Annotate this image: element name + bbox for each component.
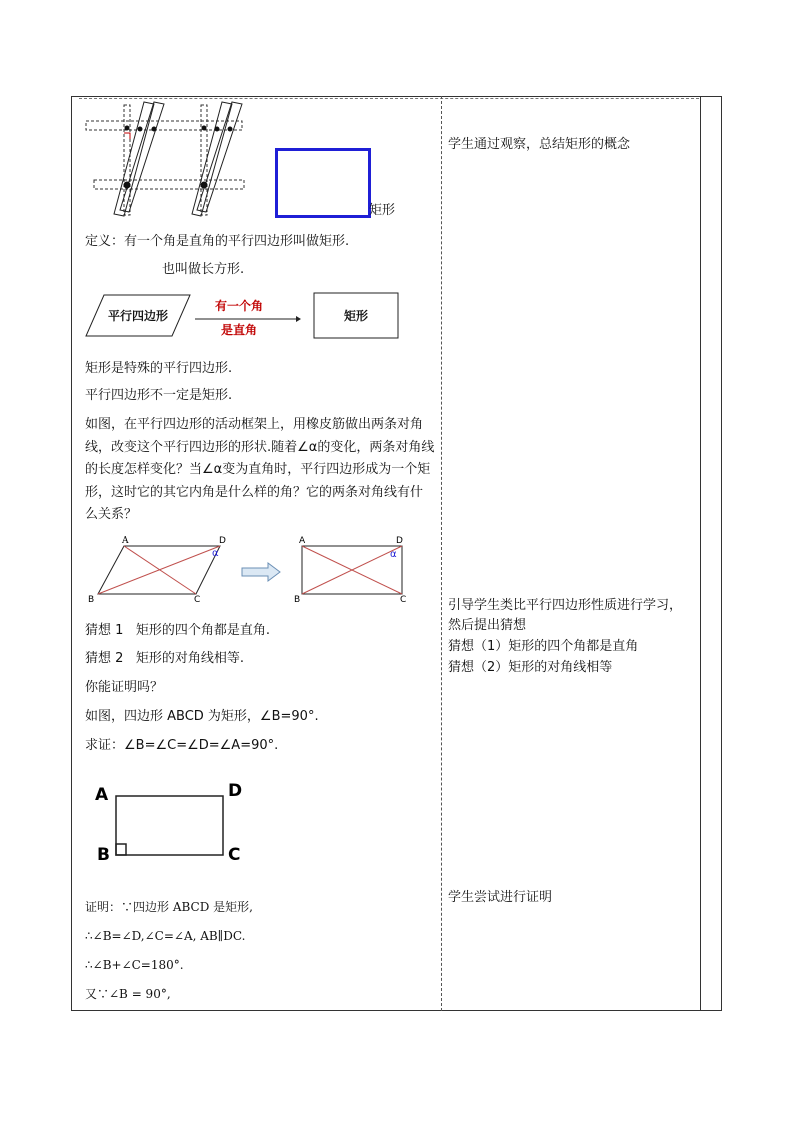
- proof-line-1: ∴∠B=∠D,∠C=∠A, AB∥DC.: [85, 929, 246, 943]
- rectangle-shape: [275, 148, 371, 218]
- flow-arrow-line1: 有一个角: [214, 299, 264, 313]
- question-paragraph: 如图，在平行四边形的活动框架上，用橡皮筋做出两条对角线，改变这个平行四边形的形状.随着∠α的变化，两条对角线的长度怎样变化？当∠α变为直角时，平行四边形成为一个矩形，这时它的其它内角是什么样的角？它的两条对角线有什么关系？: [85, 417, 435, 522]
- given-text: 如图，四边形 ABCD 为矩形，∠B=90°.: [85, 709, 319, 724]
- label-c: C: [194, 595, 201, 605]
- also-called-text: 也叫做长方形.: [162, 262, 245, 277]
- definition-text: 定义：有一个角是直角的平行四边形叫做矩形.: [85, 234, 350, 249]
- transform-arrow: [242, 563, 280, 581]
- flow-arrowhead: [296, 316, 301, 322]
- conjecture-2-text: 矩形的对角线相等.: [135, 651, 244, 666]
- rect-label-alpha: α: [390, 549, 397, 560]
- label-b: B: [88, 595, 95, 605]
- abcd-label-c: C: [228, 845, 241, 865]
- rect-label-d: D: [396, 536, 403, 546]
- top-dash-line: [79, 98, 699, 99]
- label-a: A: [122, 536, 129, 546]
- proof-line-3: 又∵∠B = 90°,: [85, 987, 171, 1001]
- not-always-text: 平行四边形不一定是矩形.: [85, 388, 233, 403]
- conjecture-1: [85, 622, 270, 640]
- note-guide-2: 然后提出猜想: [448, 618, 527, 633]
- rect-label-b: B: [294, 595, 301, 605]
- column-divider: [441, 96, 442, 1011]
- note-guide-1: 引导学生类比平行四边形性质进行学习，: [448, 598, 683, 613]
- note-observe: 学生通过观察，总结矩形的概念: [448, 137, 631, 152]
- abcd-rectangle-figure: [92, 778, 252, 868]
- abcd-rect: [116, 796, 223, 855]
- flow-arrow-line2: 是直角: [220, 323, 258, 337]
- diagonal-bd: [98, 546, 220, 594]
- conjecture-2-tag: 猜想 2: [85, 651, 124, 666]
- parallelogram-to-rectangle-figure: [84, 532, 424, 608]
- abcd-label-b: B: [97, 845, 110, 865]
- abcd-label-a: A: [95, 785, 109, 805]
- rect-label-a: A: [299, 536, 306, 546]
- label-d: D: [219, 536, 226, 546]
- proof-line-2: ∴∠B+∠C=180°.: [85, 958, 184, 972]
- flow-from-label: 平行四边形: [107, 309, 169, 323]
- prove-text: 求证：∠B=∠C=∠D=∠A=90°.: [85, 738, 279, 753]
- rect-label-c: C: [400, 595, 407, 605]
- can-prove-text: 你能证明吗？: [85, 680, 164, 695]
- note-guide-3: 猜想（1）矩形的四个角都是直角: [448, 639, 639, 654]
- rect-label: 矩形: [369, 203, 396, 218]
- conjecture-1-tag: 猜想 1: [85, 623, 124, 638]
- special-text: 矩形是特殊的平行四边形.: [85, 361, 233, 376]
- label-alpha: α: [212, 548, 219, 559]
- abcd-label-d: D: [228, 781, 243, 801]
- right-angle-mark: [116, 844, 126, 855]
- frame-model-sketch: [84, 100, 254, 218]
- conjecture-2: [85, 650, 244, 668]
- column-divider-right: [700, 96, 701, 1011]
- flow-to-label: 矩形: [343, 309, 369, 323]
- conjecture-1-text: 矩形的四个角都是直角.: [135, 623, 270, 638]
- note-prove: 学生尝试进行证明: [448, 890, 553, 905]
- definition-flow-diagram: [82, 290, 402, 342]
- note-guide-4: 猜想（2）矩形的对角线相等: [448, 660, 613, 675]
- proof-title: 证明：∵四边形 ABCD 是矩形,: [85, 900, 253, 914]
